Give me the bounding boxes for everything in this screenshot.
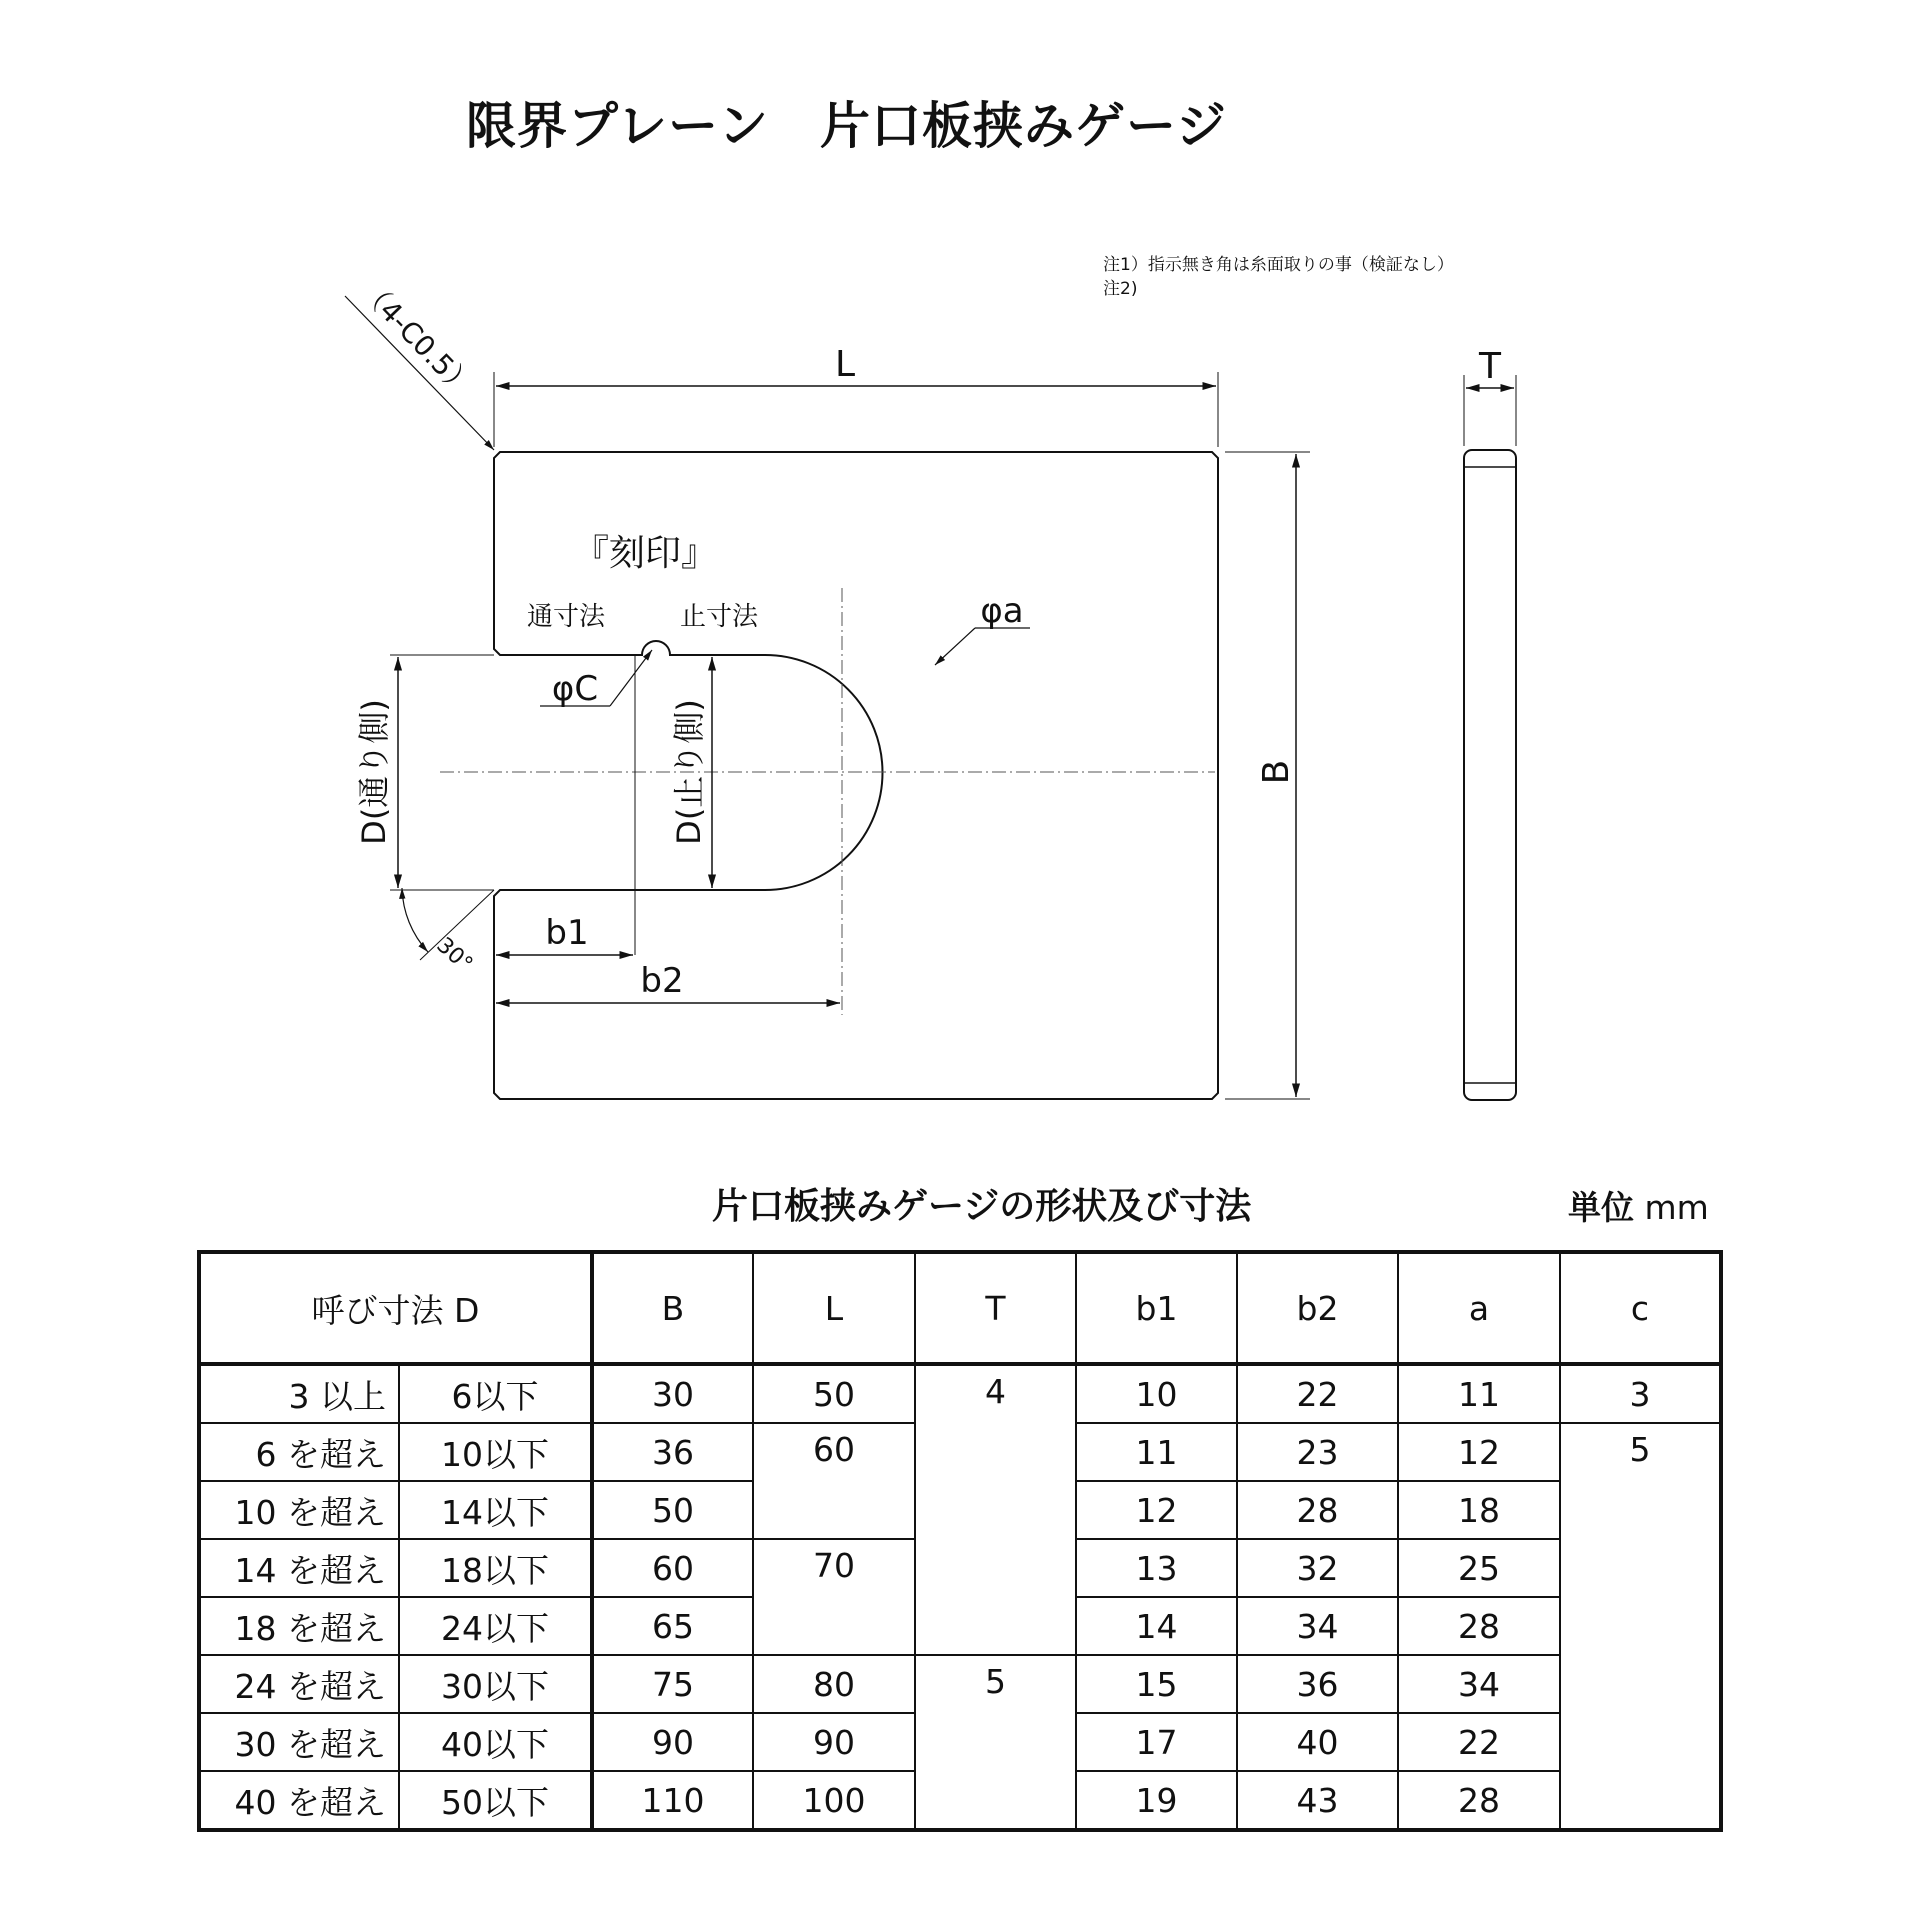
table-header-row [199, 1252, 1721, 1364]
cell-t: 4 [915, 1364, 1076, 1655]
cell-a: 28 [1398, 1597, 1560, 1655]
cell-c: 5 [1560, 1423, 1721, 1830]
header-l: L [753, 1252, 915, 1364]
cell-b2: 40 [1237, 1713, 1398, 1771]
table-row [199, 1364, 1721, 1423]
cell-d-upper: 6以下 [399, 1364, 592, 1423]
cell-b: 90 [592, 1713, 753, 1771]
angle-arc-30 [402, 888, 428, 952]
header-t: T [915, 1252, 1076, 1364]
cell-d-lower: 14 を超え [199, 1539, 399, 1597]
cell-b2: 28 [1237, 1481, 1398, 1539]
cell-b: 110 [592, 1771, 753, 1830]
header-b2: b2 [1237, 1252, 1398, 1364]
cell-d-upper: 14以下 [399, 1481, 592, 1539]
cell-l: 90 [753, 1713, 915, 1771]
header-nominal-d: 呼び寸法 D [199, 1252, 592, 1364]
cell-b2: 43 [1237, 1771, 1398, 1830]
cell-d-upper: 10以下 [399, 1423, 592, 1481]
cell-b: 30 [592, 1364, 753, 1423]
cell-a: 12 [1398, 1423, 1560, 1481]
stamp-label: 『刻印』 [572, 533, 718, 574]
cell-b: 36 [592, 1423, 753, 1481]
cell-l: 70 [753, 1539, 915, 1655]
cell-b1: 17 [1076, 1713, 1237, 1771]
cell-b1: 13 [1076, 1539, 1237, 1597]
cell-b1: 10 [1076, 1364, 1237, 1423]
table-row [199, 1655, 1721, 1713]
table-title: 片口板挟みゲージの形状及び寸法 [712, 1186, 1252, 1227]
phi-c-label: φC [551, 669, 599, 709]
chamfer-label: （4-C0.5） [353, 273, 481, 404]
unit-label [1568, 1182, 1709, 1229]
header-b: B [592, 1252, 753, 1364]
dimension-label-L: L [834, 344, 856, 385]
header-a: a [1398, 1252, 1560, 1364]
cell-d-lower: 10 を超え [199, 1481, 399, 1539]
unit-caption: 単位 [1568, 1188, 1634, 1227]
cell-d-upper: 50以下 [399, 1771, 592, 1830]
cell-d-lower: 18 を超え [199, 1597, 399, 1655]
cell-b2: 36 [1237, 1655, 1398, 1713]
unit-value: mm [1644, 1188, 1709, 1227]
cell-b1: 12 [1076, 1481, 1237, 1539]
side-view-outline [1464, 450, 1516, 1100]
cell-b2: 34 [1237, 1597, 1398, 1655]
cell-b2: 23 [1237, 1423, 1398, 1481]
dimension-label-B: B [1256, 759, 1297, 785]
cell-a: 18 [1398, 1481, 1560, 1539]
go-size-label: 通寸法 [526, 602, 606, 632]
cell-a: 34 [1398, 1655, 1560, 1713]
cell-l: 50 [753, 1364, 915, 1423]
cell-b1: 11 [1076, 1423, 1237, 1481]
cell-l: 100 [753, 1771, 915, 1830]
d-go-label: D(通り側) [355, 699, 393, 845]
cell-l: 80 [753, 1655, 915, 1713]
cell-a: 11 [1398, 1364, 1560, 1423]
dimension-table [197, 1250, 1723, 1832]
cell-d-lower: 6 を超え [199, 1423, 399, 1481]
cell-a: 22 [1398, 1713, 1560, 1771]
dimension-label-b2: b2 [640, 961, 684, 1001]
cell-b1: 15 [1076, 1655, 1237, 1713]
cell-b2: 32 [1237, 1539, 1398, 1597]
dimension-label-b1: b1 [545, 913, 589, 953]
cell-d-upper: 18以下 [399, 1539, 592, 1597]
phi-a-label: φa [980, 591, 1024, 631]
cell-d-lower: 24 を超え [199, 1655, 399, 1713]
nogo-size-label: 止寸法 [679, 602, 759, 632]
page-title: 限界プレーン 片口板挟みゲージ [466, 97, 1227, 155]
cell-d-upper: 30以下 [399, 1655, 592, 1713]
cell-d-upper: 24以下 [399, 1597, 592, 1655]
cell-t: 5 [915, 1655, 1076, 1830]
cell-b: 75 [592, 1655, 753, 1713]
cell-a: 25 [1398, 1539, 1560, 1597]
cell-l: 60 [753, 1423, 915, 1539]
cell-b1: 14 [1076, 1597, 1237, 1655]
cell-b1: 19 [1076, 1771, 1237, 1830]
dimension-label-T: T [1479, 346, 1501, 387]
note-2: 注2) [1103, 279, 1138, 299]
cell-b: 50 [592, 1481, 753, 1539]
cell-d-upper: 40以下 [399, 1713, 592, 1771]
cell-b2: 22 [1237, 1364, 1398, 1423]
d-nogo-label: D(止り側) [670, 699, 708, 845]
note-1: 注1）指示無き角は糸面取りの事（検証なし） [1103, 255, 1454, 275]
cell-a: 28 [1398, 1771, 1560, 1830]
cell-c: 3 [1560, 1364, 1721, 1423]
cell-d-lower: 40 を超え [199, 1771, 399, 1830]
angle-label: 30° [431, 932, 478, 978]
cell-b: 60 [592, 1539, 753, 1597]
cell-d-lower: 30 を超え [199, 1713, 399, 1771]
cell-b: 65 [592, 1597, 753, 1655]
cell-d-lower: 3 以上 [199, 1364, 399, 1423]
header-b1: b1 [1076, 1252, 1237, 1364]
header-c: c [1560, 1252, 1721, 1364]
